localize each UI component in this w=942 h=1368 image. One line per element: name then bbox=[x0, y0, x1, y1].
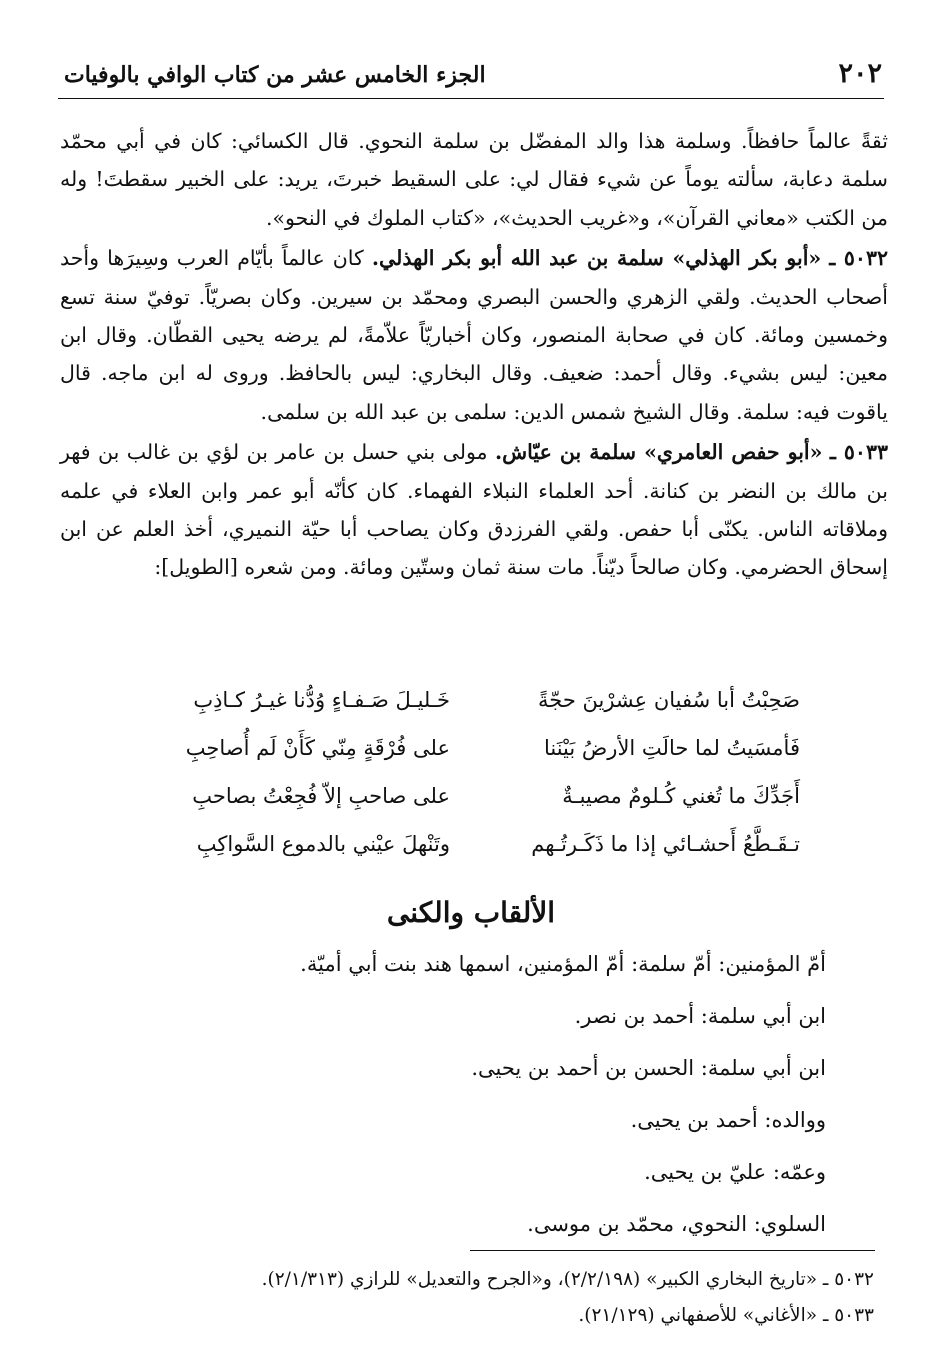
footnotes bbox=[60, 1262, 874, 1334]
verse-second-hemistich: وتَنْهلَ عيْني بالدموع السَّواكِبِ bbox=[196, 832, 450, 856]
verse-first-hemistich: تـقَـطَّعُ أَحشـائي إذا ما ذَكَـرتُـهم bbox=[531, 832, 800, 856]
alqab-item: ابن أبي سلمة: الحسن بن أحمد بن يحيى. bbox=[471, 1056, 826, 1080]
alqab-item: وعمّه: عليّ بن يحيى. bbox=[644, 1160, 826, 1184]
page-number: ٢٠٢ bbox=[838, 58, 882, 89]
footnote: ٥٠٣٣ ـ «الأغاني» للأصفهاني (٢١/١٢٩). bbox=[578, 1305, 874, 1326]
running-title: الجزء الخامس عشر من كتاب الوافي بالوفيات bbox=[64, 62, 486, 88]
entry-number: ٥٠٣٣ ـ bbox=[829, 440, 888, 465]
entry-heading: «أبو حفص العامري» سلمة بن عيّاش. bbox=[494, 440, 823, 465]
entry-text: مولى بني حسل بن عامر بن لؤي بن غالب بن فهر بن مالك بن النضر بن كنانة. أحد العلماء النبلاء الفهماء. كان كأنّه أبو عمر وابن العلاء في علمه وملاقاته الناس. يكنّى أبا حفص. ولقي الفرزدق وكان يصاحب أبا حيّة النميري، أخذ العلم عن ابن إسحاق الحضرمي. وكان صالحاً ديّناً. مات سنة ثمان وستّين ومائة. ومن شعره [الطويل]: bbox=[60, 440, 888, 580]
alqab-item: السلوي: النحوي، محمّد بن موسى. bbox=[527, 1212, 826, 1236]
verse-second-hemistich: على فُرْقَةٍ مِنّي كَأَنْ لَم أُصاحِبِ bbox=[185, 736, 450, 760]
entry-heading: «أبو بكر الهذلي» سلمة بن عبد الله أبو بكر الهذلي. bbox=[371, 246, 822, 271]
main-text bbox=[60, 122, 888, 587]
entry-number: ٥٠٣٢ ـ bbox=[829, 246, 888, 271]
poem-verse bbox=[150, 784, 800, 832]
section-title: الألقاب والكنى bbox=[386, 896, 556, 929]
footnote: ٥٠٣٢ ـ «تاريخ البخاري الكبير» (٢/٢/١٩٨)، و«الجرح والتعديل» للرازي (٢/١/٣١٣). bbox=[261, 1269, 874, 1290]
paragraph-text: ثقةً عالماً حافظاً. وسلمة هذا والد المفضّل بن سلمة النحوي. قال الكسائي: كان في أبي محمّد سلمة دعابة، سألته يوماً عن شيء فقال لي: على السقيط خبرتَ، يريد: على الخبير سقطتَ! وله من الكتب «معاني القرآن»، و«غريب الحديث»، «كتاب الملوك في النحو». bbox=[60, 129, 888, 230]
entry-5033 bbox=[60, 433, 888, 587]
entry-text: كان عالماً بأيّام العرب وسِيرَها وأحد أصحاب الحديث. ولقي الزهري والحسن البصري ومحمّد بن سيرين. وكان بصريّاً. توفيّ سنة تسع وخمسين ومائة. كان في صحابة المنصور، وكان أخباريّاً علاّمةً، لم يرضه يحيى القطّان. وقال ابن معين: ليس بشيء. وقال أحمد: ضعيف. وقال البخاري: ليس بالحافظ. وروى له ابن ماجه. قال ياقوت فيه: سلمة. وقال الشيخ شمس الدين: سلمى بن عبد الله بن سلمى. bbox=[60, 246, 888, 424]
verse-first-hemistich: أَجَدِّكَ ما تُغني كُـلومٌ مصيبـةٌ bbox=[562, 784, 800, 808]
poem bbox=[150, 688, 800, 880]
verse-first-hemistich: صَحِبْتُ أبا سُفيان عِشرْينَ حجّةً bbox=[538, 688, 800, 712]
verse-second-hemistich: على صاحبِ إلاّ فُجِعْتُ بصاحبِ bbox=[192, 784, 450, 808]
paragraph-continuation bbox=[60, 122, 888, 237]
alqab-list bbox=[60, 944, 826, 1256]
alqab-item: ابن أبي سلمة: أحمد بن نصر. bbox=[574, 1004, 826, 1028]
page-header bbox=[58, 52, 884, 99]
entry-5032 bbox=[60, 239, 888, 431]
verse-first-hemistich: فَأمسَيتُ لما حالَتِ الأرضُ بَيْنَنا bbox=[543, 736, 800, 760]
alqab-item: أمّ المؤمنين: أمّ سلمة: أمّ المؤمنين، اسمها هند بنت أبي أميّة. bbox=[300, 952, 826, 976]
verse-second-hemistich: خَـليـلَ صَـفـاءٍ وُدُّنا غيـرُ كـاذِبِ bbox=[193, 688, 450, 712]
poem-verse bbox=[150, 832, 800, 880]
poem-verse bbox=[150, 688, 800, 736]
alqab-item: ووالده: أحمد بن يحيى. bbox=[630, 1108, 826, 1132]
footnote-divider bbox=[470, 1250, 875, 1251]
poem-verse bbox=[150, 736, 800, 784]
